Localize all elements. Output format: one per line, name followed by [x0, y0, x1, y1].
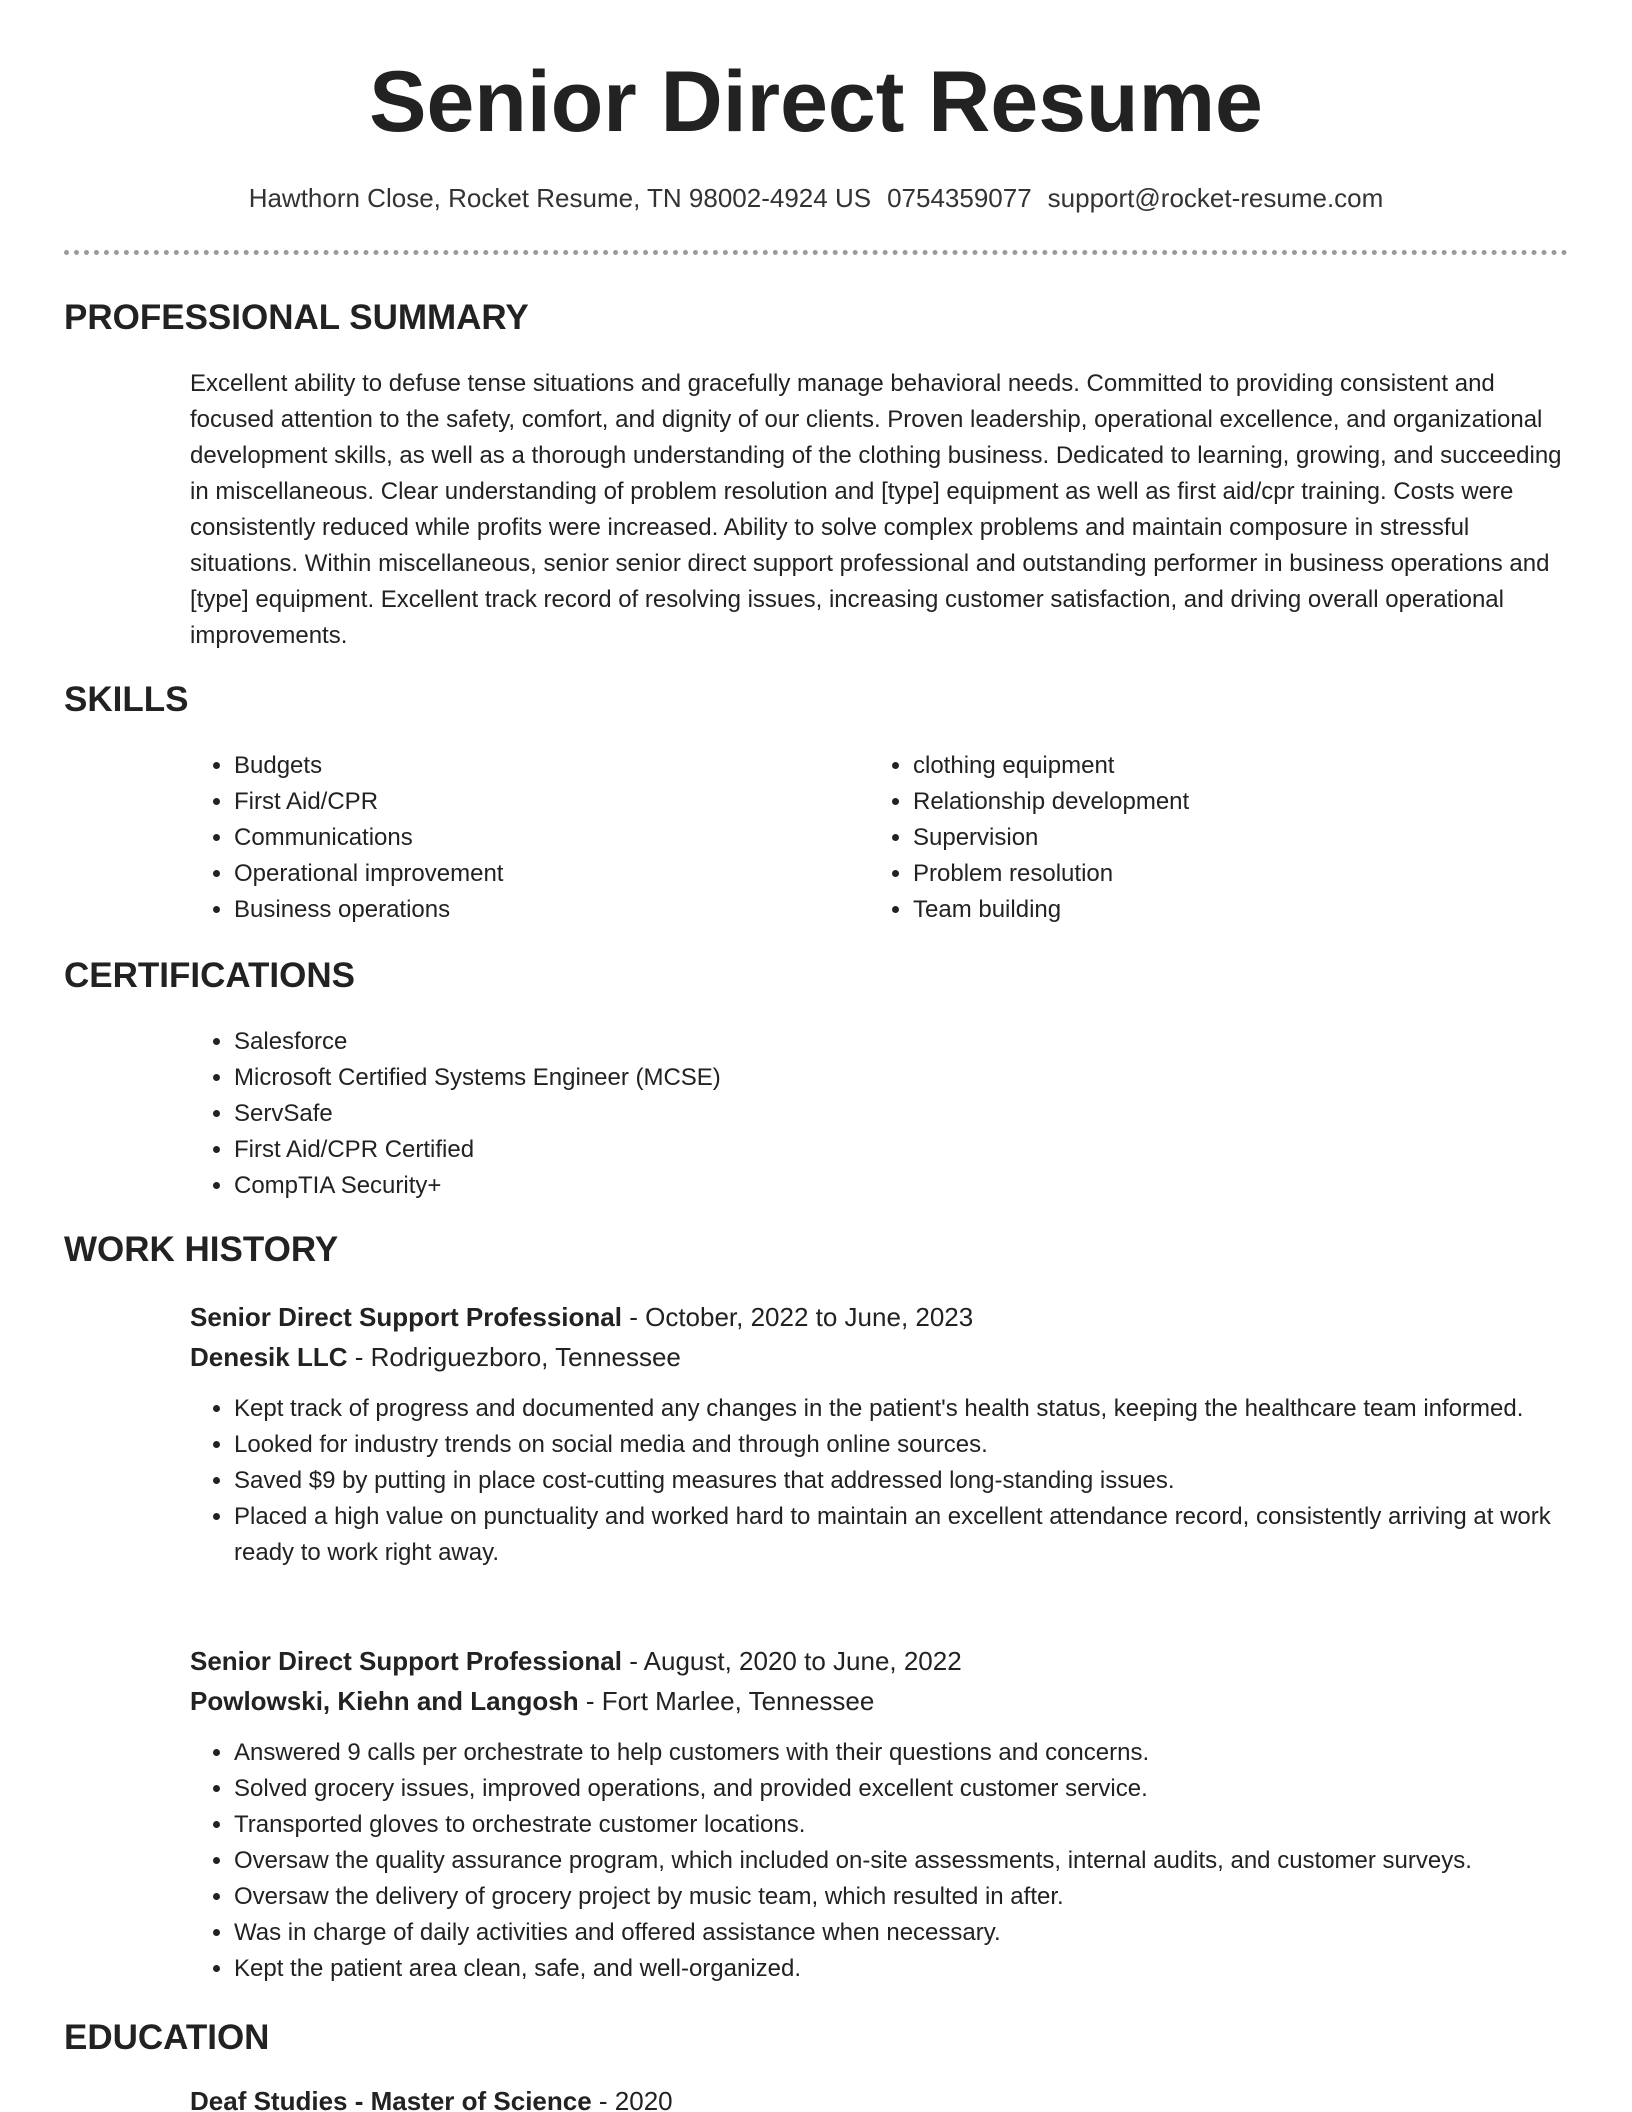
job-title-line: [190, 1642, 962, 1680]
job-title: Senior Direct Support Professional: [190, 1302, 622, 1332]
job-company-line: [190, 1338, 681, 1376]
education-heading: EDUCATION: [64, 2018, 270, 2057]
contact-email: support@rocket-resume.com: [1047, 183, 1384, 213]
certifications-list: [190, 1024, 1614, 1204]
job-title-line: [190, 1298, 973, 1336]
certification-item: • Salesforce: [234, 1024, 1614, 1060]
job-bullet: • Was in charge of daily activities and offered assistance when necessary.: [234, 1915, 1600, 1951]
skills-list-left: [190, 748, 854, 928]
contact-phone: 0754359077: [887, 183, 1032, 213]
skills-heading: SKILLS: [64, 680, 189, 719]
education-degree: Deaf Studies - Master of Science: [190, 2086, 592, 2112]
job-bullets: [190, 1391, 1600, 1571]
skill-item: • Budgets: [234, 748, 854, 784]
skill-item: • Communications: [234, 820, 854, 856]
job-company: Powlowski, Kiehn and Langosh: [190, 1686, 579, 1716]
job-bullet: • Oversaw the quality assurance program, which included on-site assessments, internal audits, and customer surveys.: [234, 1843, 1600, 1879]
job-bullet: • Placed a high value on punctuality and worked hard to maintain an excellent attendance record, consistently arriving at work ready to work right away.: [234, 1499, 1600, 1571]
skill-item: • clothing equipment: [913, 748, 1533, 784]
job-title: Senior Direct Support Professional: [190, 1646, 622, 1676]
summary-text: Excellent ability to defuse tense situations and gracefully manage behavioral needs. Committed to providing consistent and focused attention to the safety, comfort, and dignity of our clients. Proven leadership, operational excellence, and organizational development skills, as well as a thorough understanding of the clothing business. Dedicated to learning, growing, and succeeding in miscellaneous. Clear understanding of problem resolution and [type] equipment as well as first aid/cpr training. Costs were consistently reduced while profits were increased. Ability to solve complex problems and maintain composure in stressful situations. Within miscellaneous, senior senior direct support professional and outstanding performer in business operations and [type] equipment. Excellent track record of resolving issues, increasing customer satisfaction, and driving overall operational improvements.: [190, 370, 1562, 649]
skill-item: • Team building: [913, 892, 1533, 928]
education-year: - 2020: [591, 2086, 673, 2112]
job-company: Denesik LLC: [190, 1342, 348, 1372]
job-location: - Rodriguezboro, Tennessee: [347, 1342, 681, 1372]
certification-item: • CompTIA Security+: [234, 1168, 1614, 1204]
job-bullet: • Kept track of progress and documented any changes in the patient's health status, keeping the healthcare team informed.: [234, 1391, 1600, 1427]
education-line: [190, 2082, 673, 2112]
work-history-heading: WORK HISTORY: [64, 1230, 339, 1269]
contact-line: [0, 180, 1632, 216]
job-bullets: [190, 1735, 1600, 1987]
job-bullet: • Looked for industry trends on social media and through online sources.: [234, 1427, 1600, 1463]
certification-item: • First Aid/CPR Certified: [234, 1132, 1614, 1168]
summary-heading: PROFESSIONAL SUMMARY: [64, 298, 529, 337]
job-bullet: • Kept the patient area clean, safe, and well-organized.: [234, 1951, 1600, 1987]
skill-item: • Problem resolution: [913, 856, 1533, 892]
skill-item: • Supervision: [913, 820, 1533, 856]
skill-item: • Business operations: [234, 892, 854, 928]
contact-address: Hawthorn Close, Rocket Resume, TN 98002-4924 US: [248, 183, 872, 213]
job-dates: - October, 2022 to June, 2023: [621, 1302, 974, 1332]
skill-item: • Relationship development: [913, 784, 1533, 820]
job-location: - Fort Marlee, Tennessee: [578, 1686, 875, 1716]
resume-name: Senior Direct Resume: [369, 54, 1263, 150]
job-company-line: [190, 1682, 874, 1720]
job-bullet: • Oversaw the delivery of grocery project by music team, which resulted in after.: [234, 1879, 1600, 1915]
skill-item: • First Aid/CPR: [234, 784, 854, 820]
job-bullet: • Answered 9 calls per orchestrate to help customers with their questions and concerns.: [234, 1735, 1600, 1771]
job-dates: - August, 2020 to June, 2022: [621, 1646, 962, 1676]
certifications-heading: CERTIFICATIONS: [64, 956, 356, 995]
certification-item: • ServSafe: [234, 1096, 1614, 1132]
skills-list-right: [869, 748, 1533, 928]
job-bullet: • Saved $9 by putting in place cost-cutting measures that addressed long-standing issues.: [234, 1463, 1600, 1499]
skill-item: • Operational improvement: [234, 856, 854, 892]
job-bullet: • Solved grocery issues, improved operations, and provided excellent customer service.: [234, 1771, 1600, 1807]
header-divider: [64, 250, 1568, 255]
job-bullet: • Transported gloves to orchestrate customer locations.: [234, 1807, 1600, 1843]
certification-item: • Microsoft Certified Systems Engineer (MCSE): [234, 1060, 1614, 1096]
